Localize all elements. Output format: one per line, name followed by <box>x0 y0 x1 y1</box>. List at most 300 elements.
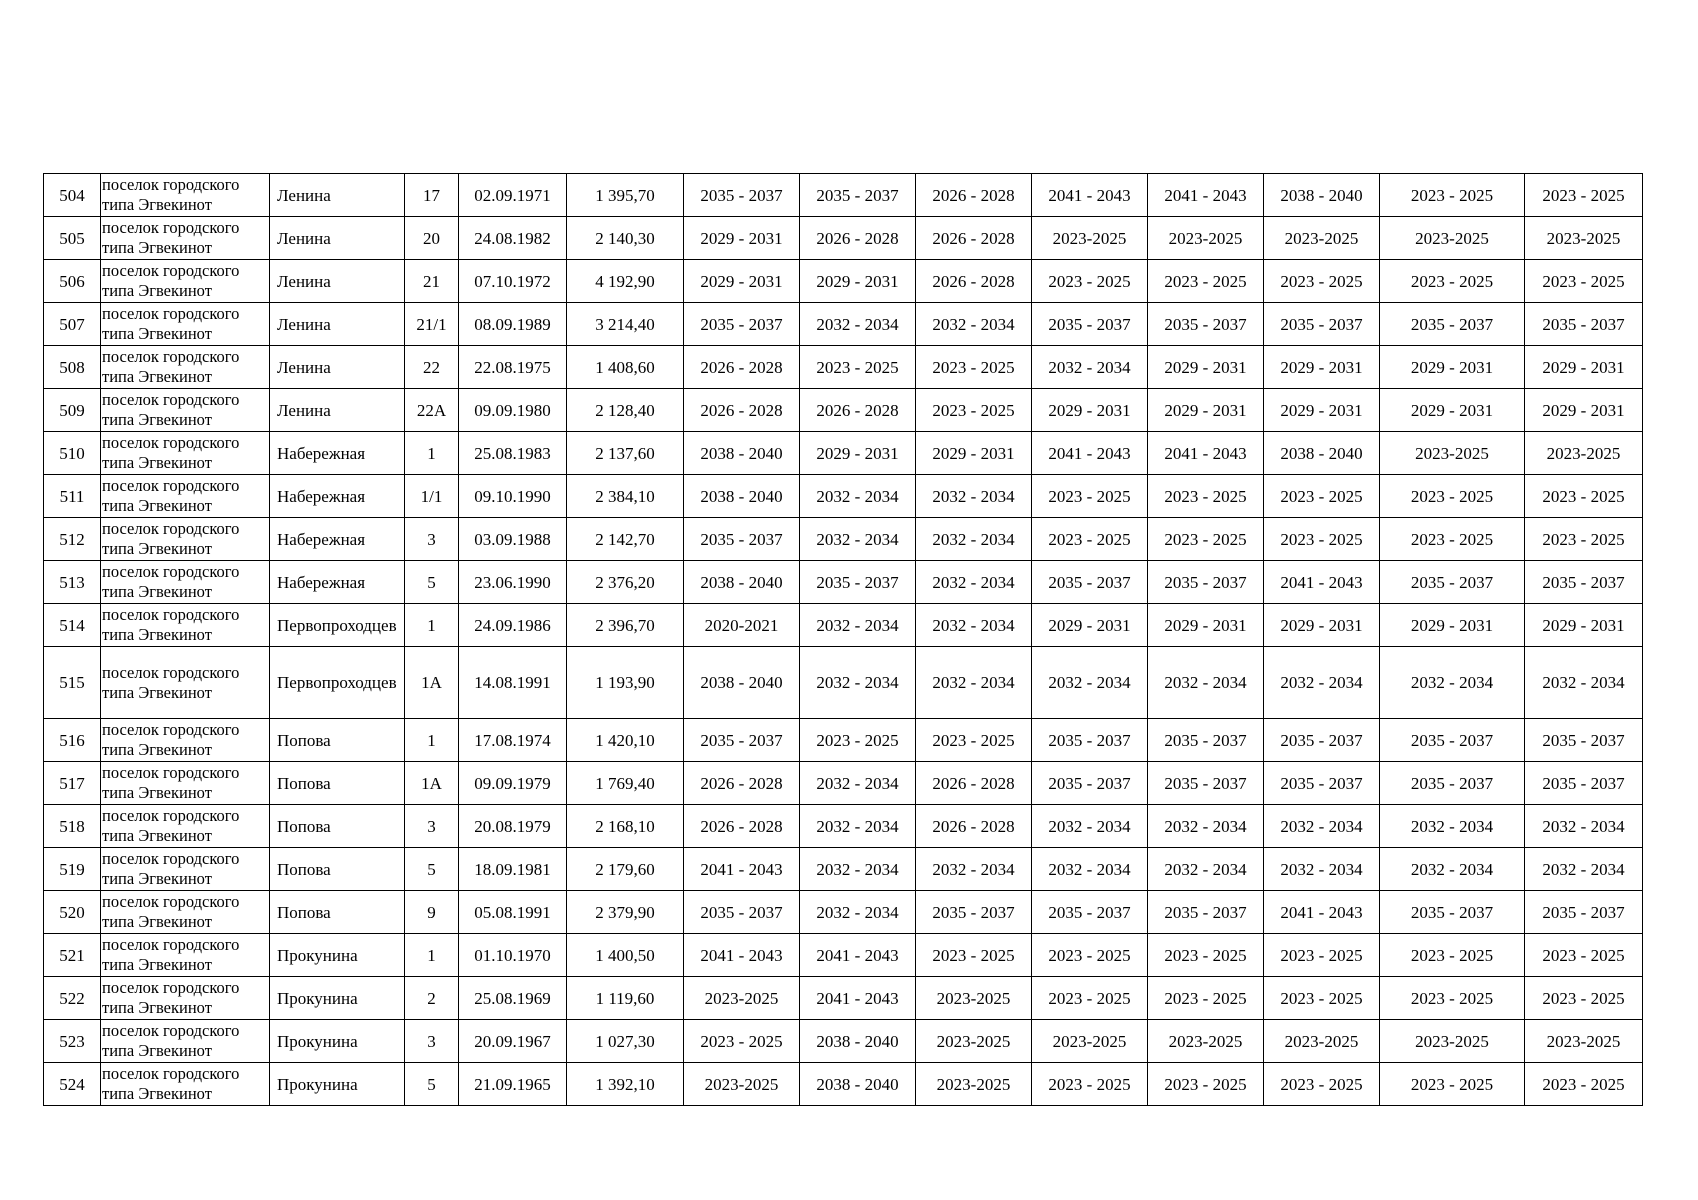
table-row <box>44 518 1643 561</box>
period-cell-1: 2041 - 2043 <box>684 848 800 891</box>
period-cell-2: 2041 - 2043 <box>800 934 916 977</box>
period-cell-1: 2041 - 2043 <box>684 934 800 977</box>
house-number-cell: 17 <box>405 174 459 217</box>
settlement-cell: поселок городского типа Эгвекинот <box>101 934 270 977</box>
period-cell-3: 2023 - 2025 <box>916 346 1032 389</box>
period-cell-7: 2023-2025 <box>1380 1020 1525 1063</box>
commission-date-cell: 24.08.1982 <box>459 217 567 260</box>
period-cell-4: 2023 - 2025 <box>1032 934 1148 977</box>
row-number-cell: 507 <box>44 303 101 346</box>
row-number-cell: 518 <box>44 805 101 848</box>
settlement-cell: поселок городского типа Эгвекинот <box>101 346 270 389</box>
period-cell-7: 2023-2025 <box>1380 217 1525 260</box>
commission-date-cell: 09.09.1980 <box>459 389 567 432</box>
period-cell-6: 2029 - 2031 <box>1264 389 1380 432</box>
row-number-cell: 522 <box>44 977 101 1020</box>
settlement-cell: поселок городского типа Эгвекинот <box>101 260 270 303</box>
period-cell-7: 2023 - 2025 <box>1380 977 1525 1020</box>
period-cell-8: 2035 - 2037 <box>1525 762 1643 805</box>
period-cell-5: 2035 - 2037 <box>1148 561 1264 604</box>
period-cell-3: 2032 - 2034 <box>916 647 1032 719</box>
period-cell-3: 2026 - 2028 <box>916 260 1032 303</box>
period-cell-6: 2023 - 2025 <box>1264 1063 1380 1106</box>
period-cell-8: 2035 - 2037 <box>1525 561 1643 604</box>
row-number-cell: 513 <box>44 561 101 604</box>
period-cell-1: 2020-2021 <box>684 604 800 647</box>
period-cell-8: 2029 - 2031 <box>1525 389 1643 432</box>
commission-date-cell: 25.08.1983 <box>459 432 567 475</box>
street-cell: Попова <box>270 805 405 848</box>
area-cell: 1 392,10 <box>567 1063 684 1106</box>
period-cell-3: 2032 - 2034 <box>916 848 1032 891</box>
house-number-cell: 21 <box>405 260 459 303</box>
period-cell-2: 2032 - 2034 <box>800 891 916 934</box>
row-number-cell: 523 <box>44 1020 101 1063</box>
street-cell: Набережная <box>270 518 405 561</box>
house-number-cell: 1/1 <box>405 475 459 518</box>
street-cell: Прокунина <box>270 1020 405 1063</box>
period-cell-5: 2029 - 2031 <box>1148 389 1264 432</box>
period-cell-1: 2038 - 2040 <box>684 561 800 604</box>
street-cell: Попова <box>270 762 405 805</box>
house-number-cell: 20 <box>405 217 459 260</box>
period-cell-3: 2032 - 2034 <box>916 303 1032 346</box>
period-cell-5: 2041 - 2043 <box>1148 174 1264 217</box>
period-cell-4: 2035 - 2037 <box>1032 719 1148 762</box>
settlement-cell: поселок городского типа Эгвекинот <box>101 303 270 346</box>
area-cell: 1 395,70 <box>567 174 684 217</box>
period-cell-4: 2023 - 2025 <box>1032 518 1148 561</box>
area-cell: 2 137,60 <box>567 432 684 475</box>
table-row <box>44 891 1643 934</box>
table-row <box>44 1020 1643 1063</box>
period-cell-6: 2023 - 2025 <box>1264 977 1380 1020</box>
house-number-cell: 21/1 <box>405 303 459 346</box>
period-cell-8: 2023 - 2025 <box>1525 977 1643 1020</box>
table-row <box>44 977 1643 1020</box>
house-number-cell: 22А <box>405 389 459 432</box>
period-cell-3: 2023-2025 <box>916 1063 1032 1106</box>
period-cell-3: 2026 - 2028 <box>916 217 1032 260</box>
area-cell: 2 168,10 <box>567 805 684 848</box>
street-cell: Ленина <box>270 217 405 260</box>
period-cell-8: 2035 - 2037 <box>1525 891 1643 934</box>
row-number-cell: 509 <box>44 389 101 432</box>
period-cell-2: 2035 - 2037 <box>800 561 916 604</box>
period-cell-5: 2023-2025 <box>1148 1020 1264 1063</box>
period-cell-7: 2035 - 2037 <box>1380 719 1525 762</box>
period-cell-2: 2023 - 2025 <box>800 719 916 762</box>
period-cell-5: 2023-2025 <box>1148 217 1264 260</box>
area-cell: 3 214,40 <box>567 303 684 346</box>
settlement-cell: поселок городского типа Эгвекинот <box>101 475 270 518</box>
house-number-cell: 1 <box>405 604 459 647</box>
period-cell-6: 2023 - 2025 <box>1264 260 1380 303</box>
commission-date-cell: 24.09.1986 <box>459 604 567 647</box>
row-number-cell: 504 <box>44 174 101 217</box>
settlement-cell: поселок городского типа Эгвекинот <box>101 762 270 805</box>
period-cell-5: 2023 - 2025 <box>1148 518 1264 561</box>
area-cell: 2 179,60 <box>567 848 684 891</box>
period-cell-2: 2032 - 2034 <box>800 518 916 561</box>
settlement-cell: поселок городского типа Эгвекинот <box>101 1020 270 1063</box>
period-cell-2: 2032 - 2034 <box>800 604 916 647</box>
period-cell-8: 2023 - 2025 <box>1525 1063 1643 1106</box>
street-cell: Ленина <box>270 389 405 432</box>
commission-date-cell: 01.10.1970 <box>459 934 567 977</box>
period-cell-8: 2023 - 2025 <box>1525 174 1643 217</box>
period-cell-4: 2041 - 2043 <box>1032 432 1148 475</box>
period-cell-2: 2029 - 2031 <box>800 432 916 475</box>
commission-date-cell: 18.09.1981 <box>459 848 567 891</box>
period-cell-7: 2035 - 2037 <box>1380 762 1525 805</box>
area-cell: 2 396,70 <box>567 604 684 647</box>
period-cell-5: 2035 - 2037 <box>1148 303 1264 346</box>
period-cell-2: 2032 - 2034 <box>800 848 916 891</box>
period-cell-2: 2035 - 2037 <box>800 174 916 217</box>
period-cell-2: 2032 - 2034 <box>800 762 916 805</box>
period-cell-6: 2032 - 2034 <box>1264 805 1380 848</box>
period-cell-3: 2026 - 2028 <box>916 762 1032 805</box>
house-number-cell: 5 <box>405 1063 459 1106</box>
street-cell: Ленина <box>270 174 405 217</box>
period-cell-1: 2035 - 2037 <box>684 303 800 346</box>
street-cell: Попова <box>270 719 405 762</box>
period-cell-7: 2035 - 2037 <box>1380 303 1525 346</box>
table-row <box>44 604 1643 647</box>
period-cell-6: 2035 - 2037 <box>1264 719 1380 762</box>
settlement-cell: поселок городского типа Эгвекинот <box>101 432 270 475</box>
period-cell-7: 2032 - 2034 <box>1380 647 1525 719</box>
house-number-cell: 3 <box>405 805 459 848</box>
table-row <box>44 848 1643 891</box>
settlement-cell: поселок городского типа Эгвекинот <box>101 174 270 217</box>
period-cell-4: 2035 - 2037 <box>1032 762 1148 805</box>
commission-date-cell: 22.08.1975 <box>459 346 567 389</box>
period-cell-8: 2035 - 2037 <box>1525 719 1643 762</box>
period-cell-5: 2023 - 2025 <box>1148 934 1264 977</box>
period-cell-1: 2035 - 2037 <box>684 518 800 561</box>
period-cell-4: 2032 - 2034 <box>1032 805 1148 848</box>
row-number-cell: 510 <box>44 432 101 475</box>
period-cell-2: 2029 - 2031 <box>800 260 916 303</box>
period-cell-4: 2023 - 2025 <box>1032 977 1148 1020</box>
period-cell-5: 2023 - 2025 <box>1148 977 1264 1020</box>
settlement-cell: поселок городского типа Эгвекинот <box>101 647 270 719</box>
period-cell-4: 2041 - 2043 <box>1032 174 1148 217</box>
area-cell: 4 192,90 <box>567 260 684 303</box>
settlement-cell: поселок городского типа Эгвекинот <box>101 848 270 891</box>
period-cell-3: 2023 - 2025 <box>916 719 1032 762</box>
street-cell: Попова <box>270 848 405 891</box>
period-cell-1: 2035 - 2037 <box>684 719 800 762</box>
house-number-cell: 1А <box>405 647 459 719</box>
period-cell-3: 2032 - 2034 <box>916 475 1032 518</box>
period-cell-4: 2023-2025 <box>1032 217 1148 260</box>
settlement-cell: поселок городского типа Эгвекинот <box>101 805 270 848</box>
table-row <box>44 346 1643 389</box>
period-cell-4: 2035 - 2037 <box>1032 561 1148 604</box>
period-cell-6: 2038 - 2040 <box>1264 432 1380 475</box>
period-cell-4: 2032 - 2034 <box>1032 647 1148 719</box>
period-cell-3: 2026 - 2028 <box>916 174 1032 217</box>
row-number-cell: 524 <box>44 1063 101 1106</box>
period-cell-7: 2023 - 2025 <box>1380 1063 1525 1106</box>
settlement-cell: поселок городского типа Эгвекинот <box>101 977 270 1020</box>
row-number-cell: 516 <box>44 719 101 762</box>
period-cell-8: 2023-2025 <box>1525 1020 1643 1063</box>
period-cell-3: 2035 - 2037 <box>916 891 1032 934</box>
period-cell-4: 2023 - 2025 <box>1032 1063 1148 1106</box>
period-cell-3: 2023-2025 <box>916 1020 1032 1063</box>
area-cell: 1 420,10 <box>567 719 684 762</box>
table-row <box>44 475 1643 518</box>
period-cell-8: 2023-2025 <box>1525 432 1643 475</box>
commission-date-cell: 05.08.1991 <box>459 891 567 934</box>
period-cell-2: 2026 - 2028 <box>800 389 916 432</box>
period-cell-1: 2029 - 2031 <box>684 260 800 303</box>
street-cell: Прокунина <box>270 934 405 977</box>
period-cell-2: 2026 - 2028 <box>800 217 916 260</box>
period-cell-1: 2038 - 2040 <box>684 647 800 719</box>
house-number-cell: 2 <box>405 977 459 1020</box>
settlement-cell: поселок городского типа Эгвекинот <box>101 719 270 762</box>
period-cell-1: 2026 - 2028 <box>684 389 800 432</box>
period-cell-4: 2035 - 2037 <box>1032 303 1148 346</box>
table-row <box>44 260 1643 303</box>
period-cell-7: 2029 - 2031 <box>1380 389 1525 432</box>
area-cell: 2 384,10 <box>567 475 684 518</box>
area-cell: 2 140,30 <box>567 217 684 260</box>
house-number-cell: 1 <box>405 719 459 762</box>
area-cell: 2 128,40 <box>567 389 684 432</box>
period-cell-1: 2038 - 2040 <box>684 432 800 475</box>
commission-date-cell: 23.06.1990 <box>459 561 567 604</box>
period-cell-1: 2026 - 2028 <box>684 805 800 848</box>
period-cell-5: 2035 - 2037 <box>1148 762 1264 805</box>
period-cell-4: 2029 - 2031 <box>1032 604 1148 647</box>
period-cell-2: 2038 - 2040 <box>800 1020 916 1063</box>
period-cell-4: 2023 - 2025 <box>1032 260 1148 303</box>
period-cell-5: 2035 - 2037 <box>1148 891 1264 934</box>
period-cell-6: 2038 - 2040 <box>1264 174 1380 217</box>
period-cell-2: 2023 - 2025 <box>800 346 916 389</box>
row-number-cell: 521 <box>44 934 101 977</box>
table-row <box>44 389 1643 432</box>
commission-date-cell: 03.09.1988 <box>459 518 567 561</box>
period-cell-3: 2032 - 2034 <box>916 604 1032 647</box>
area-cell: 1 769,40 <box>567 762 684 805</box>
period-cell-1: 2029 - 2031 <box>684 217 800 260</box>
row-number-cell: 517 <box>44 762 101 805</box>
street-cell: Попова <box>270 891 405 934</box>
period-cell-2: 2041 - 2043 <box>800 977 916 1020</box>
period-cell-6: 2035 - 2037 <box>1264 303 1380 346</box>
period-cell-3: 2023-2025 <box>916 977 1032 1020</box>
period-cell-6: 2023-2025 <box>1264 1020 1380 1063</box>
settlement-cell: поселок городского типа Эгвекинот <box>101 891 270 934</box>
period-cell-6: 2035 - 2037 <box>1264 762 1380 805</box>
period-cell-7: 2035 - 2037 <box>1380 891 1525 934</box>
housing-schedule-table <box>43 173 1643 1106</box>
period-cell-8: 2023 - 2025 <box>1525 475 1643 518</box>
area-cell: 2 142,70 <box>567 518 684 561</box>
commission-date-cell: 08.09.1989 <box>459 303 567 346</box>
commission-date-cell: 02.09.1971 <box>459 174 567 217</box>
period-cell-7: 2023-2025 <box>1380 432 1525 475</box>
period-cell-6: 2023 - 2025 <box>1264 475 1380 518</box>
table-row <box>44 303 1643 346</box>
period-cell-7: 2032 - 2034 <box>1380 805 1525 848</box>
commission-date-cell: 09.09.1979 <box>459 762 567 805</box>
period-cell-7: 2029 - 2031 <box>1380 604 1525 647</box>
period-cell-6: 2023 - 2025 <box>1264 518 1380 561</box>
settlement-cell: поселок городского типа Эгвекинот <box>101 604 270 647</box>
period-cell-1: 2035 - 2037 <box>684 174 800 217</box>
period-cell-5: 2032 - 2034 <box>1148 848 1264 891</box>
period-cell-2: 2032 - 2034 <box>800 475 916 518</box>
period-cell-5: 2032 - 2034 <box>1148 647 1264 719</box>
period-cell-6: 2032 - 2034 <box>1264 647 1380 719</box>
row-number-cell: 514 <box>44 604 101 647</box>
period-cell-1: 2023-2025 <box>684 1063 800 1106</box>
street-cell: Прокунина <box>270 977 405 1020</box>
area-cell: 1 400,50 <box>567 934 684 977</box>
table-row <box>44 934 1643 977</box>
row-number-cell: 506 <box>44 260 101 303</box>
period-cell-2: 2032 - 2034 <box>800 805 916 848</box>
table-row <box>44 762 1643 805</box>
period-cell-7: 2032 - 2034 <box>1380 848 1525 891</box>
period-cell-8: 2035 - 2037 <box>1525 303 1643 346</box>
area-cell: 1 193,90 <box>567 647 684 719</box>
period-cell-2: 2038 - 2040 <box>800 1063 916 1106</box>
row-number-cell: 515 <box>44 647 101 719</box>
period-cell-8: 2029 - 2031 <box>1525 604 1643 647</box>
street-cell: Набережная <box>270 561 405 604</box>
street-cell: Набережная <box>270 432 405 475</box>
period-cell-4: 2032 - 2034 <box>1032 848 1148 891</box>
period-cell-5: 2029 - 2031 <box>1148 346 1264 389</box>
commission-date-cell: 07.10.1972 <box>459 260 567 303</box>
street-cell: Первопроходцев <box>270 647 405 719</box>
area-cell: 1 119,60 <box>567 977 684 1020</box>
table-row <box>44 805 1643 848</box>
house-number-cell: 1А <box>405 762 459 805</box>
commission-date-cell: 14.08.1991 <box>459 647 567 719</box>
period-cell-6: 2041 - 2043 <box>1264 561 1380 604</box>
period-cell-3: 2032 - 2034 <box>916 518 1032 561</box>
settlement-cell: поселок городского типа Эгвекинот <box>101 561 270 604</box>
period-cell-8: 2023 - 2025 <box>1525 934 1643 977</box>
table-row <box>44 174 1643 217</box>
period-cell-5: 2032 - 2034 <box>1148 805 1264 848</box>
period-cell-1: 2035 - 2037 <box>684 891 800 934</box>
row-number-cell: 520 <box>44 891 101 934</box>
street-cell: Набережная <box>270 475 405 518</box>
street-cell: Первопроходцев <box>270 604 405 647</box>
row-number-cell: 519 <box>44 848 101 891</box>
house-number-cell: 3 <box>405 518 459 561</box>
period-cell-2: 2032 - 2034 <box>800 647 916 719</box>
row-number-cell: 505 <box>44 217 101 260</box>
period-cell-7: 2029 - 2031 <box>1380 346 1525 389</box>
settlement-cell: поселок городского типа Эгвекинот <box>101 1063 270 1106</box>
period-cell-5: 2029 - 2031 <box>1148 604 1264 647</box>
period-cell-8: 2029 - 2031 <box>1525 346 1643 389</box>
period-cell-6: 2029 - 2031 <box>1264 604 1380 647</box>
period-cell-8: 2032 - 2034 <box>1525 805 1643 848</box>
period-cell-6: 2023-2025 <box>1264 217 1380 260</box>
period-cell-8: 2032 - 2034 <box>1525 647 1643 719</box>
house-number-cell: 5 <box>405 561 459 604</box>
street-cell: Ленина <box>270 303 405 346</box>
period-cell-3: 2029 - 2031 <box>916 432 1032 475</box>
settlement-cell: поселок городского типа Эгвекинот <box>101 217 270 260</box>
commission-date-cell: 21.09.1965 <box>459 1063 567 1106</box>
table-body <box>44 174 1643 1106</box>
period-cell-5: 2035 - 2037 <box>1148 719 1264 762</box>
row-number-cell: 511 <box>44 475 101 518</box>
table-row <box>44 647 1643 719</box>
period-cell-3: 2032 - 2034 <box>916 561 1032 604</box>
table-row <box>44 217 1643 260</box>
period-cell-8: 2023-2025 <box>1525 217 1643 260</box>
period-cell-1: 2026 - 2028 <box>684 346 800 389</box>
period-cell-1: 2023 - 2025 <box>684 1020 800 1063</box>
row-number-cell: 508 <box>44 346 101 389</box>
period-cell-7: 2023 - 2025 <box>1380 934 1525 977</box>
period-cell-1: 2026 - 2028 <box>684 762 800 805</box>
area-cell: 1 027,30 <box>567 1020 684 1063</box>
period-cell-4: 2023-2025 <box>1032 1020 1148 1063</box>
house-number-cell: 9 <box>405 891 459 934</box>
area-cell: 2 376,20 <box>567 561 684 604</box>
period-cell-4: 2029 - 2031 <box>1032 389 1148 432</box>
period-cell-4: 2023 - 2025 <box>1032 475 1148 518</box>
table-row <box>44 719 1643 762</box>
street-cell: Прокунина <box>270 1063 405 1106</box>
commission-date-cell: 20.08.1979 <box>459 805 567 848</box>
period-cell-5: 2023 - 2025 <box>1148 475 1264 518</box>
period-cell-1: 2023-2025 <box>684 977 800 1020</box>
period-cell-7: 2023 - 2025 <box>1380 475 1525 518</box>
period-cell-5: 2023 - 2025 <box>1148 260 1264 303</box>
table-row <box>44 561 1643 604</box>
period-cell-6: 2041 - 2043 <box>1264 891 1380 934</box>
period-cell-8: 2023 - 2025 <box>1525 260 1643 303</box>
period-cell-8: 2032 - 2034 <box>1525 848 1643 891</box>
period-cell-2: 2032 - 2034 <box>800 303 916 346</box>
period-cell-6: 2029 - 2031 <box>1264 346 1380 389</box>
period-cell-7: 2023 - 2025 <box>1380 174 1525 217</box>
period-cell-6: 2023 - 2025 <box>1264 934 1380 977</box>
period-cell-7: 2023 - 2025 <box>1380 260 1525 303</box>
period-cell-4: 2032 - 2034 <box>1032 346 1148 389</box>
table-row <box>44 432 1643 475</box>
table-row <box>44 1063 1643 1106</box>
period-cell-5: 2041 - 2043 <box>1148 432 1264 475</box>
house-number-cell: 3 <box>405 1020 459 1063</box>
period-cell-5: 2023 - 2025 <box>1148 1063 1264 1106</box>
period-cell-8: 2023 - 2025 <box>1525 518 1643 561</box>
commission-date-cell: 09.10.1990 <box>459 475 567 518</box>
area-cell: 1 408,60 <box>567 346 684 389</box>
commission-date-cell: 17.08.1974 <box>459 719 567 762</box>
settlement-cell: поселок городского типа Эгвекинот <box>101 518 270 561</box>
house-number-cell: 1 <box>405 432 459 475</box>
period-cell-7: 2035 - 2037 <box>1380 561 1525 604</box>
